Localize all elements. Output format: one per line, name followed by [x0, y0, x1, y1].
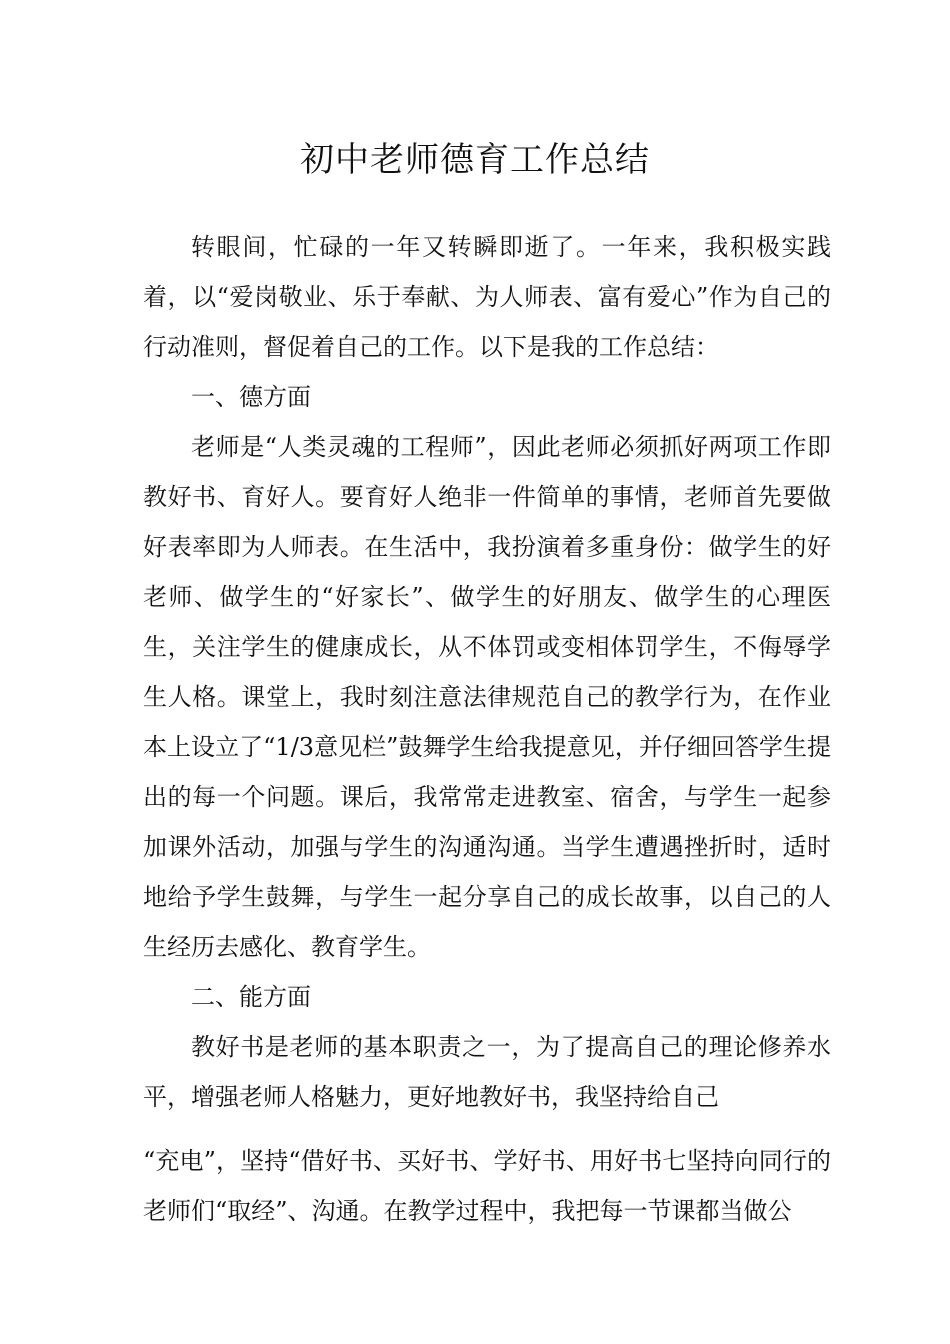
intro-paragraph: 转眼间，忙碌的一年又转瞬即逝了。一年来，我积极实践着，以“爱岗敬业、乐于奉献、为人师表、富有爱心”作为自己的行动准则，督促着自己的工作。以下是我的工作总结： — [143, 233, 831, 361]
page-title: 初中老师德育工作总结 — [300, 140, 650, 180]
ability-paragraph: 教好书是老师的基本职责之一，为了提高自己的理论修养水平，增强老师人格魅力，更好地教好书，我坚持给自己 — [143, 1033, 831, 1111]
section-heading-moral: 一、德方面 — [191, 383, 311, 411]
document-body — [143, 222, 831, 1236]
section-heading-ability: 二、能方面 — [191, 983, 311, 1011]
continued-paragraph: “充电”，坚持“借好书、买好书、学好书、用好书七坚持向同行的老师们“取经”、沟通。在教学过程中，我把每一节课都当做公 — [143, 1147, 831, 1225]
moral-paragraph: 老师是“人类灵魂的工程师”，因此老师必须抓好两项工作即教好书、育好人。要育好人绝非一件简单的事情，老师首先要做好表率即为人师表。在生活中，我扮演着多重身份：做学生的好老师、做学生的“好家长”、做学生的好朋友、做学生的心理医生，关注学生的健康成长，从不体罚或变相体罚学生，不侮辱学生人格。课堂上，我时刻注意法律规范自己的教学行为，在作业本上设立了“1/3意见栏”鼓舞学生给我提意见，并仔细回答学生提出的每一个问题。课后，我常常走进教室、宿舍，与学生一起参加课外活动，加强与学生的沟通沟通。当学生遭遇挫折时，适时地给予学生鼓舞，与学生一起分享自己的成长故事，以自己的人生经历去感化、教育学生。 — [143, 433, 831, 961]
paragraph-gap — [143, 1122, 831, 1136]
